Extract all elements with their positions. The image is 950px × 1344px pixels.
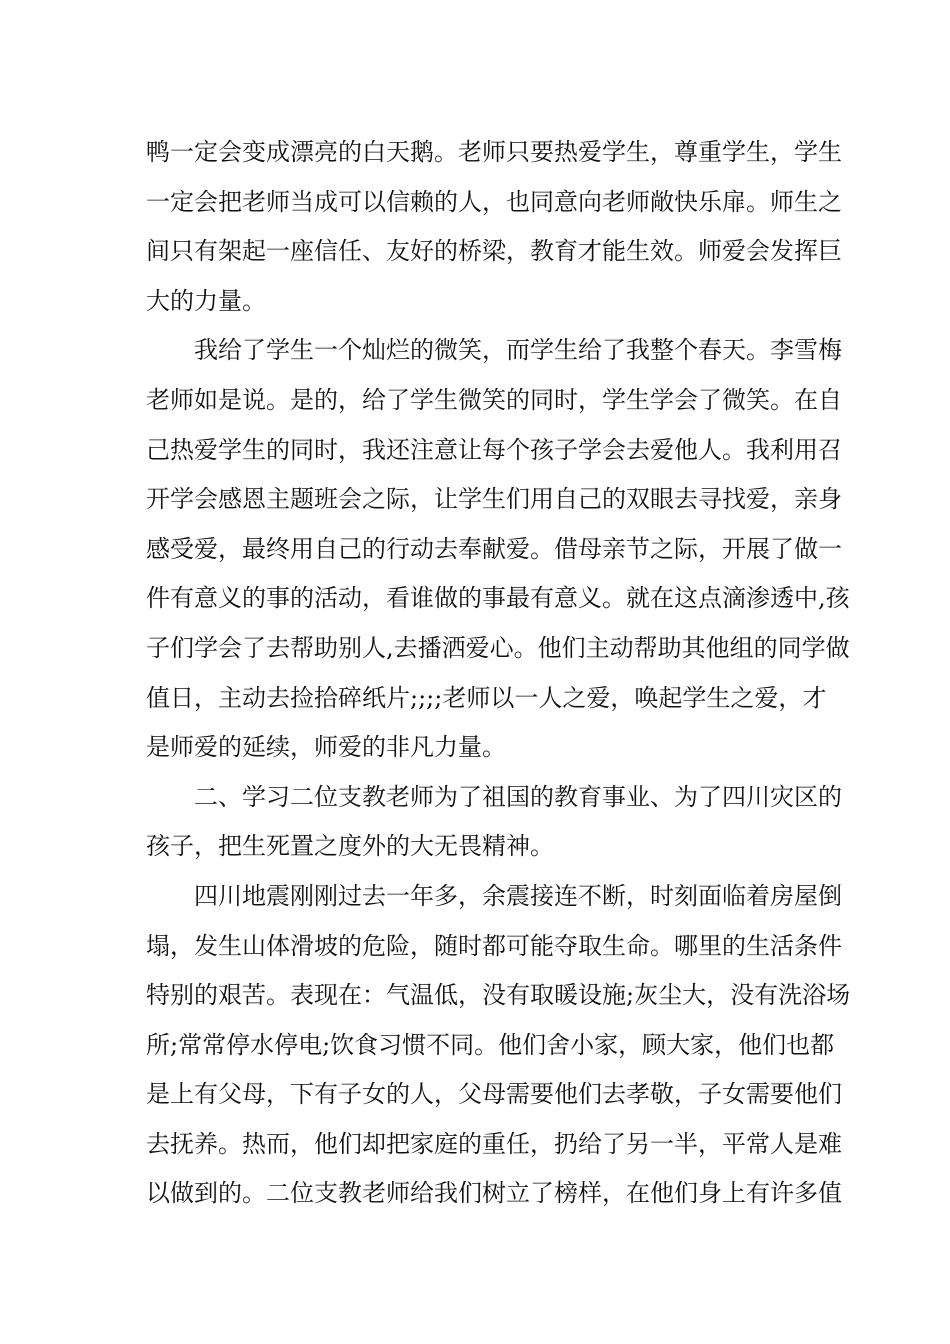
paragraph-2 — [146, 326, 850, 772]
text-line: 值日，主动去捡拾碎纸片;;;;老师以一人之爱，唤起学生之爱，才 — [146, 683, 827, 712]
text-line: 四川地震刚刚过去一年多，余震接连不断，时刻面临着房屋倒 — [194, 881, 842, 910]
text-line: 我给了学生一个灿烂的微笑，而学生给了我整个春天。李雪梅 — [194, 336, 842, 365]
text-line: 二、学习二位支教老师为了祖国的教育事业、为了四川灾区的 — [194, 782, 842, 811]
text-line: 是上有父母，下有子女的人，父母需要他们去孝敬，子女需要他们 — [146, 1080, 842, 1109]
text-line: 件有意义的事的活动，看谁做的事最有意义。就在这点滴渗透中,孩 — [146, 584, 850, 613]
text-line: 塌，发生山体滑坡的危险，随时都可能夺取生命。哪里的生活条件 — [146, 931, 842, 960]
paragraph-4 — [146, 872, 851, 1219]
text-line: 开学会感恩主题班会之际，让学生们用自己的双眼去寻找爱，亲身 — [146, 485, 842, 514]
text-line: 孩子，把生死置之度外的大无畏精神。 — [146, 832, 554, 861]
text-line: 所;常常停水停电;饮食习惯不同。他们舍小家，顾大家，他们也都 — [146, 1030, 835, 1059]
text-line: 大的力量。 — [146, 286, 266, 315]
text-line: 一定会把老师当成可以信赖的人，也同意向老师敞快乐扉。师生之 — [146, 187, 842, 216]
text-line: 老师如是说。是的，给了学生微笑的同时，学生学会了微笑。在自 — [146, 385, 842, 414]
text-line: 是师爱的延续，师爱的非凡力量。 — [146, 733, 506, 762]
text-line: 去抚养。热而，他们却把家庭的重任，扔给了另一半，平常人是难 — [146, 1129, 842, 1158]
document-body — [146, 128, 851, 1219]
text-line: 鸭一定会变成漂亮的白天鹅。老师只要热爱学生，尊重学生，学生 — [146, 138, 842, 166]
text-line: 感受爱，最终用自己的行动去奉献爱。借母亲节之际，开展了做一 — [146, 534, 842, 563]
paragraph-1 — [146, 128, 842, 326]
text-line: 间只有架起一座信任、友好的桥梁，教育才能生效。师爱会发挥巨 — [146, 237, 842, 266]
paragraph-3 — [146, 773, 842, 872]
text-line: 己热爱学生的同时，我还注意让每个孩子学会去爱他人。我利用召 — [146, 435, 842, 464]
text-line: 特别的艰苦。表现在：气温低，没有取暖设施;灰尘大，没有洗浴场 — [146, 981, 851, 1010]
text-line: 以做到的。二位支教老师给我们树立了榜样，在他们身上有许多值 — [146, 1179, 842, 1208]
text-line: 子们学会了去帮助别人,去播洒爱心。他们主动帮助其他组的同学做 — [146, 633, 850, 662]
